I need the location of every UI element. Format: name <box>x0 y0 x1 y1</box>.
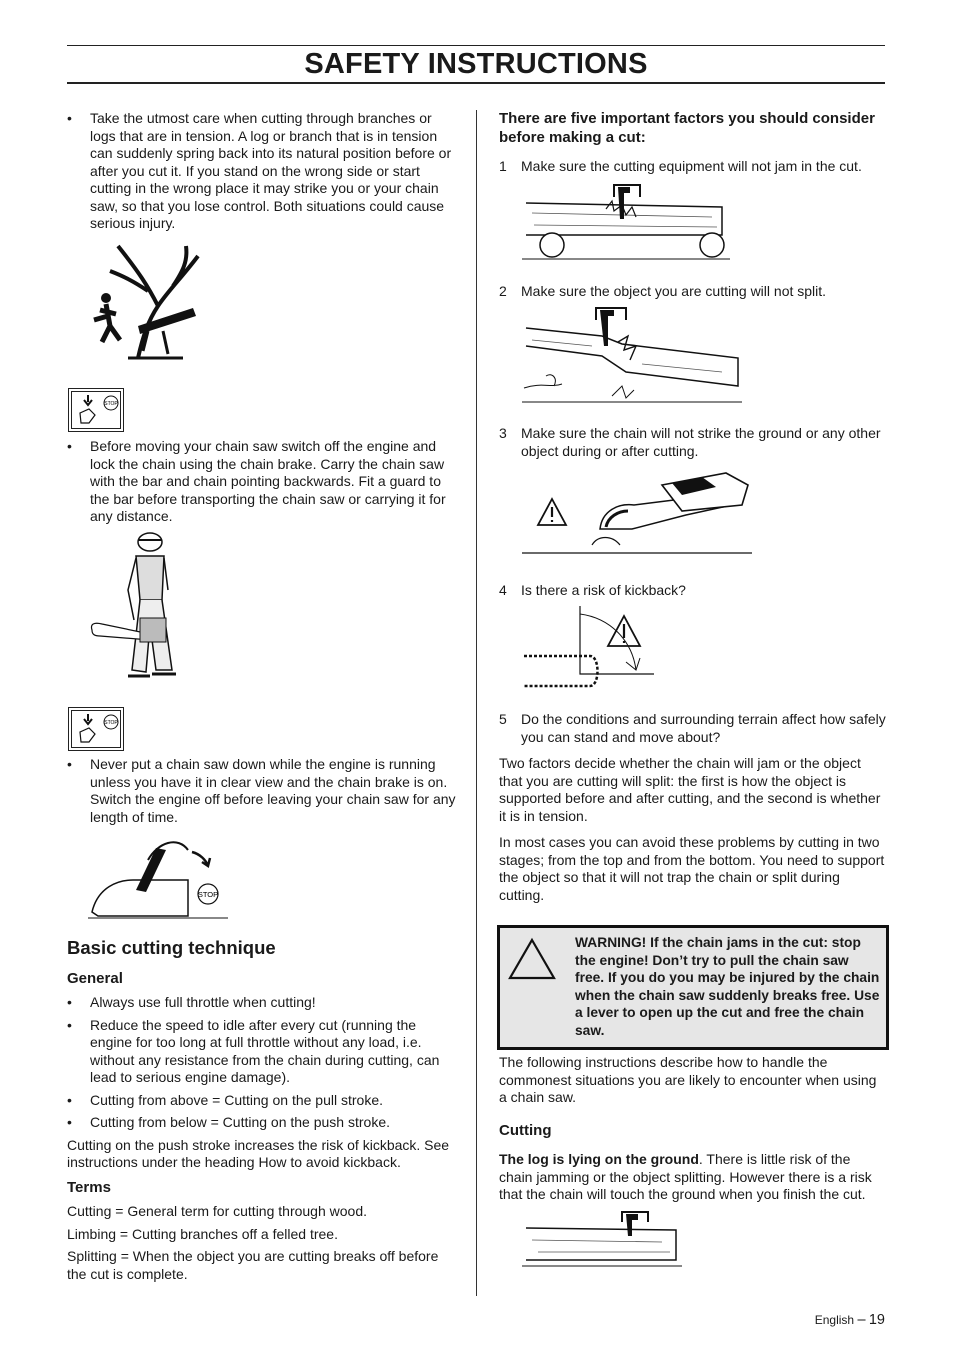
stop-sign-label: STOP <box>104 401 118 407</box>
factor-item-1 <box>499 158 909 176</box>
para-following: The following instructions describe how to handle the commonest situations you are likely to encounter when using a chain saw. <box>499 1054 877 1105</box>
push-stroke-note: Cutting on the push stroke increases the risk of kickback. See instructions under the heading How to avoid kickback. <box>67 1136 450 1170</box>
terms-list <box>67 1203 457 1283</box>
list-item: • Reduce the speed to idle after every cut (running the engine for too long at full throttle without any load, i.e. without any resistance from the chain during cutting, can lead to serious engine damage). <box>67 1017 457 1087</box>
bullet-moving <box>67 438 457 526</box>
saw-striking-ground-illustration <box>522 465 754 561</box>
page-header <box>67 45 885 84</box>
stop-sign-label: STOP <box>104 720 118 726</box>
log-splitting-illustration <box>522 306 744 406</box>
log-on-ground-illustration <box>522 1208 684 1272</box>
list-item: • Always use full throttle when cutting! <box>67 994 457 1012</box>
footer-dash: – <box>857 1312 866 1328</box>
section-title-basic-cutting: Basic cutting technique <box>67 937 276 958</box>
log-on-ground-text: . There is little risk of the chain jamming or the object splitting. However there is a risk that the chain will touch the ground when you finish the cut. <box>499 1151 872 1202</box>
chain-brake-stop-icon <box>68 707 124 751</box>
factor-number: 5 <box>499 711 507 727</box>
factor-item-3 <box>499 425 909 460</box>
factor-text: Do the conditions and surrounding terrain affect how safely you can stand and move about? <box>521 711 886 745</box>
warning-box <box>497 925 889 1050</box>
factor-number: 1 <box>499 158 507 174</box>
page-title: SAFETY INSTRUCTIONS <box>304 47 648 80</box>
factor-number: 2 <box>499 283 507 299</box>
column-divider <box>476 110 477 1296</box>
list-item: • Cutting from above = Cutting on the pull stroke. <box>67 1092 457 1110</box>
factor-item-4 <box>499 582 909 600</box>
chain-brake-stop-icon <box>68 388 124 432</box>
bullet-text: • Take the utmost care when cutting through branches or logs that are in tension. A log or branch that is in tension can suddenly spring back into its natural position before or after you cut it. If you stand on the wrong side or start cutting in the wrong place it may strike you or your chain saw, so that you lose control. Both situations could cause serious injury. <box>67 110 457 233</box>
factor-text: Make sure the chain will not strike the ground or any other object during or after cutting. <box>521 425 881 459</box>
subsection-title-terms: Terms <box>67 1179 111 1196</box>
para-two-stages: In most cases you can avoid these problems by cutting in two stages; from the top and from the bottom. You need to support the object so that it will not trap the chain or split during cutting. <box>499 834 885 903</box>
bullet-text: • Before moving your chain saw switch off the engine and lock the chain using the chain brake. Carry the chain saw with the bar and chain pointing backwards. Fit a guard to the bar before transporting the chain saw or carrying it for any distance. <box>67 438 457 526</box>
log-supported-both-ends-illustration <box>522 183 732 263</box>
factor-item-2 <box>499 283 909 301</box>
bullet-tension <box>67 110 457 233</box>
term-item: Cutting = General term for cutting through wood. <box>67 1203 367 1219</box>
factor-text: Make sure the object you are cutting will not split. <box>521 283 827 299</box>
general-list <box>67 994 457 1172</box>
warning-triangle-icon <box>508 938 556 980</box>
footer-language: English <box>814 1313 855 1327</box>
saw-on-ground-illustration <box>88 832 233 922</box>
page-footer <box>815 1312 885 1328</box>
person-carrying-saw-illustration <box>90 530 180 682</box>
kickback-zone-illustration <box>520 604 660 696</box>
page-number: 19 <box>868 1312 885 1328</box>
log-on-ground-lead: The log is lying on the ground <box>499 1151 699 1167</box>
subsection-title-general: General <box>67 970 123 987</box>
term-item: Limbing = Cutting branches off a felled tree. <box>67 1225 338 1242</box>
tree-tension-illustration <box>88 236 213 362</box>
bullet-down <box>67 756 457 826</box>
subsection-title-cutting: Cutting <box>499 1122 552 1139</box>
factor-number: 3 <box>499 425 507 441</box>
factors-heading: There are five important factors you should consider before making a cut: <box>499 110 875 146</box>
factor-number: 4 <box>499 582 507 598</box>
bullet-text: • Never put a chain saw down while the engine is running unless you have it in clear view and the chain brake is on. Switch the engine off before leaving your chain saw for any length of time. <box>67 756 457 826</box>
stop-sign-label: STOP <box>197 890 219 899</box>
factor-text: Make sure the cutting equipment will not jam in the cut. <box>521 158 862 174</box>
factor-text: Is there a risk of kickback? <box>521 582 686 598</box>
para-two-factors: Two factors decide whether the chain will jam or the object that you are cutting will split: the first is how the object is supported before and after cutting, and the second is whether it is in tension. <box>499 755 881 824</box>
term-item: Splitting = When the object you are cutting breaks off before the cut is complete. <box>67 1248 439 1282</box>
warning-text: WARNING! If the chain jams in the cut: stop the engine! Don’t try to pull the chain saw free. If you do you may be injured by the chain when the chain saw suddenly breaks free. Use a lever to open up the cut and free the chain saw. <box>575 935 880 1038</box>
factor-item-5 <box>499 711 909 746</box>
para-log-on-ground <box>499 1151 887 1204</box>
list-item: • Cutting from below = Cutting on the push stroke. <box>67 1114 457 1132</box>
